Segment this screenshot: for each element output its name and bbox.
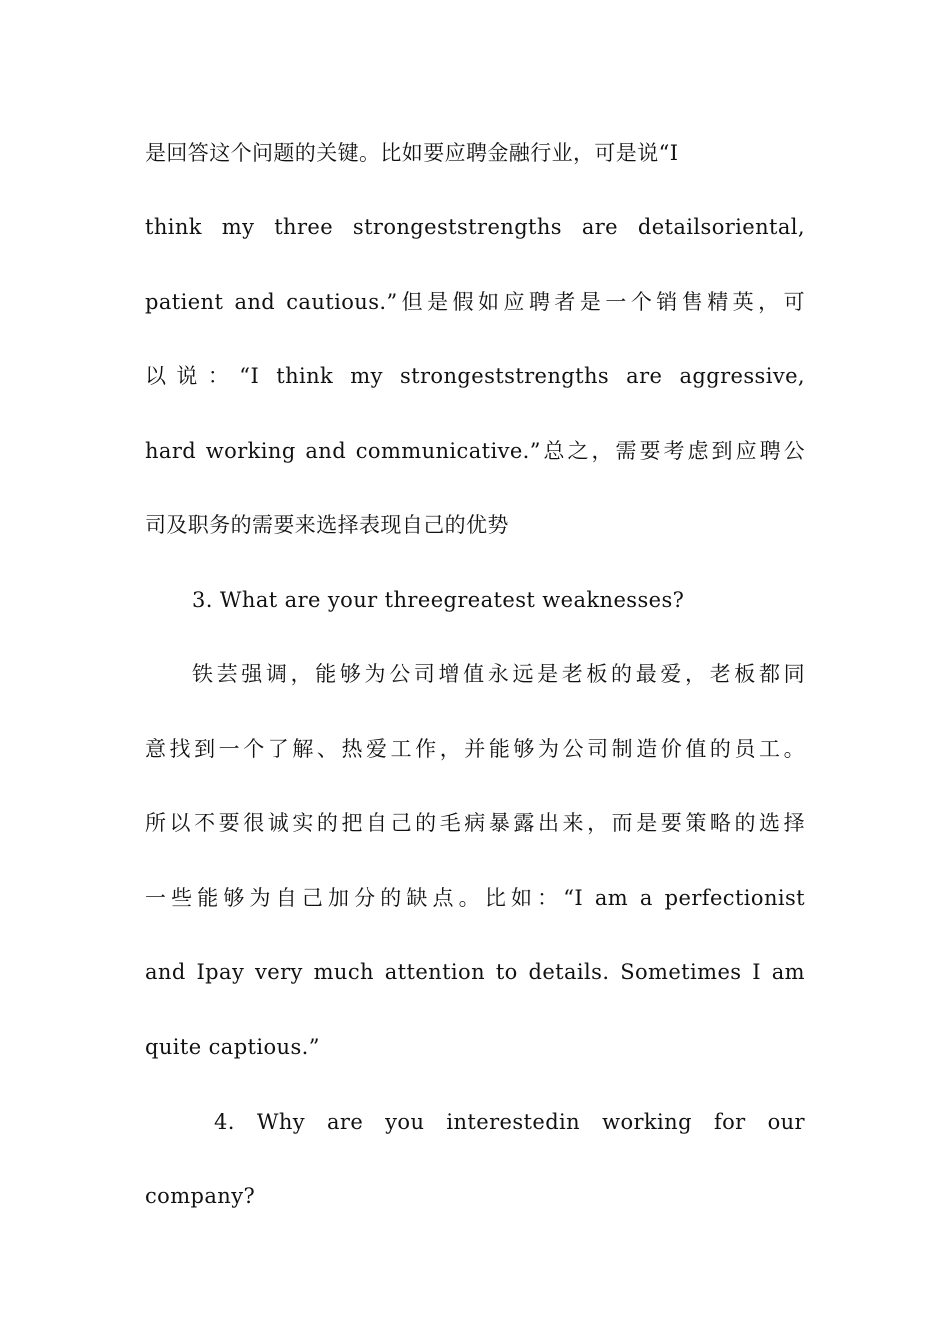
heading-word: working bbox=[602, 1110, 692, 1134]
heading-word: Why bbox=[256, 1110, 306, 1134]
heading-word: you bbox=[385, 1110, 425, 1134]
paragraph-line: quite captious.” bbox=[145, 1035, 320, 1059]
paragraph-line: 所以不要很诚实的把自己的毛病暴露出来，而是要策略的选择 bbox=[145, 811, 805, 835]
paragraph-line: 铁芸强调，能够为公司增值永远是老板的最爱，老板都同 bbox=[192, 662, 805, 686]
heading-word: interestedin bbox=[446, 1110, 581, 1134]
paragraph-line: 一些能够为自己加分的缺点。比如：“I am a perfectionist bbox=[145, 886, 805, 910]
heading-word: 4. bbox=[214, 1110, 235, 1134]
paragraph-line bbox=[145, 138, 805, 168]
paragraph-line: think my three strongeststrengths are detailsoriental, bbox=[145, 215, 805, 239]
paragraph-line: hard working and communicative.”总之，需要考虑到应聘公 bbox=[145, 439, 805, 463]
paragraph-line: 意找到一个了解、热爱工作，并能够为公司制造价值的员工。 bbox=[145, 737, 805, 761]
text-run: 是回答这个问题的关键。比如要应聘金融行业，可是说“I bbox=[145, 141, 679, 165]
question-heading-4-continuation: company? bbox=[145, 1184, 256, 1208]
paragraph-line: patient and cautious.”但是假如应聘者是一个销售精英，可 bbox=[145, 290, 805, 314]
paragraph-line: 以说：“I think my strongeststrengths are aggressive, bbox=[145, 364, 805, 388]
question-heading-4 bbox=[214, 1107, 805, 1137]
paragraph-line: 司及职务的需要来选择表现自己的优势 bbox=[145, 513, 509, 537]
heading-word: are bbox=[327, 1110, 364, 1134]
heading-word: our bbox=[767, 1110, 805, 1134]
question-heading-3: 3. What are your threegreatest weaknesses? bbox=[192, 588, 685, 612]
paragraph-line: and Ipay very much attention to details. Sometimes I am bbox=[145, 960, 805, 984]
heading-word: for bbox=[713, 1110, 746, 1134]
